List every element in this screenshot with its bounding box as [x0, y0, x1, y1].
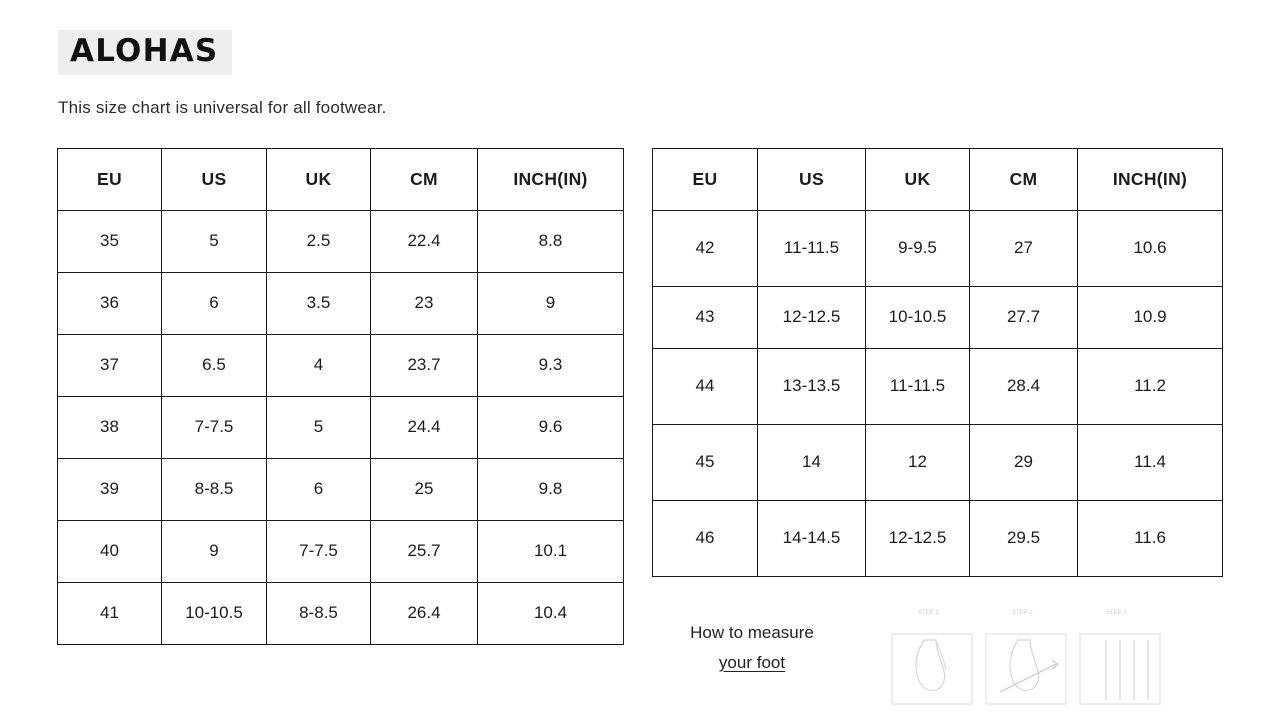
cell-uk: 8-8.5: [267, 583, 371, 645]
cell-inch: 10.6: [1078, 211, 1223, 287]
table-row: [58, 459, 624, 521]
table-row: [58, 521, 624, 583]
cell-eu: 44: [653, 349, 758, 425]
cell-eu: 43: [653, 287, 758, 349]
column-header-us: US: [758, 149, 866, 211]
column-header-us: US: [162, 149, 267, 211]
cell-eu: 46: [653, 501, 758, 577]
cell-cm: 29.5: [970, 501, 1078, 577]
cell-inch: 9.6: [478, 397, 624, 459]
cell-inch: 10.4: [478, 583, 624, 645]
cell-uk: 9-9.5: [866, 211, 970, 287]
cell-inch: 10.9: [1078, 287, 1223, 349]
cell-us: 8-8.5: [162, 459, 267, 521]
how-to-measure-link[interactable]: [652, 618, 852, 678]
cell-inch: 9.8: [478, 459, 624, 521]
cell-inch: 11.6: [1078, 501, 1223, 577]
cell-uk: 6: [267, 459, 371, 521]
column-header-eu: EU: [58, 149, 162, 211]
cell-us: 6.5: [162, 335, 267, 397]
cell-cm: 23: [371, 273, 478, 335]
cell-eu: 40: [58, 521, 162, 583]
cell-uk: 4: [267, 335, 371, 397]
cell-eu: 45: [653, 425, 758, 501]
table-header-row: [58, 149, 624, 211]
table-row: [653, 211, 1223, 287]
table-row: [653, 501, 1223, 577]
cell-uk: 12: [866, 425, 970, 501]
cell-us: 9: [162, 521, 267, 583]
cell-uk: 5: [267, 397, 371, 459]
cell-us: 10-10.5: [162, 583, 267, 645]
table-row: [58, 211, 624, 273]
column-header-eu: EU: [653, 149, 758, 211]
cell-uk: 7-7.5: [267, 521, 371, 583]
cell-eu: 37: [58, 335, 162, 397]
table-row: [58, 273, 624, 335]
cell-cm: 28.4: [970, 349, 1078, 425]
cell-us: 13-13.5: [758, 349, 866, 425]
column-header-inch: INCH(IN): [1078, 149, 1223, 211]
measure-steps-illustration: [880, 600, 1220, 710]
cell-inch: 8.8: [478, 211, 624, 273]
svg-text:STEP 2: STEP 2: [1012, 610, 1033, 616]
page-subtitle: This size chart is universal for all footwear.: [58, 98, 387, 117]
cell-inch: 9: [478, 273, 624, 335]
cell-eu: 36: [58, 273, 162, 335]
how-to-measure-line2: your foot: [718, 652, 786, 672]
cell-eu: 39: [58, 459, 162, 521]
how-to-measure-line1: How to measure: [690, 623, 814, 642]
column-header-uk: UK: [267, 149, 371, 211]
column-header-uk: UK: [866, 149, 970, 211]
cell-cm: 23.7: [371, 335, 478, 397]
svg-text:STEP 1: STEP 1: [918, 610, 939, 616]
cell-eu: 41: [58, 583, 162, 645]
brand-name: ALOHAS: [70, 33, 219, 69]
cell-cm: 25.7: [371, 521, 478, 583]
cell-cm: 27: [970, 211, 1078, 287]
size-table-right: [652, 148, 1223, 577]
column-header-cm: CM: [970, 149, 1078, 211]
cell-cm: 24.4: [371, 397, 478, 459]
cell-us: 5: [162, 211, 267, 273]
cell-eu: 38: [58, 397, 162, 459]
cell-uk: 3.5: [267, 273, 371, 335]
column-header-inch: INCH(IN): [478, 149, 624, 211]
cell-cm: 22.4: [371, 211, 478, 273]
cell-uk: 10-10.5: [866, 287, 970, 349]
brand-logo: [58, 30, 232, 75]
cell-cm: 29: [970, 425, 1078, 501]
cell-us: 7-7.5: [162, 397, 267, 459]
table-row: [653, 287, 1223, 349]
cell-cm: 25: [371, 459, 478, 521]
cell-cm: 27.7: [970, 287, 1078, 349]
table-header-row: [653, 149, 1223, 211]
cell-inch: 11.2: [1078, 349, 1223, 425]
svg-text:STEP 3: STEP 3: [1106, 610, 1127, 616]
cell-uk: 2.5: [267, 211, 371, 273]
step-1-illustration: [892, 610, 972, 704]
cell-cm: 26.4: [371, 583, 478, 645]
cell-uk: 12-12.5: [866, 501, 970, 577]
table-row: [653, 425, 1223, 501]
step-2-illustration: [986, 610, 1066, 704]
table-row: [58, 397, 624, 459]
cell-inch: 11.4: [1078, 425, 1223, 501]
step-3-illustration: [1080, 610, 1160, 704]
table-row: [653, 349, 1223, 425]
cell-uk: 11-11.5: [866, 349, 970, 425]
cell-us: 12-12.5: [758, 287, 866, 349]
table-row: [58, 335, 624, 397]
cell-eu: 35: [58, 211, 162, 273]
size-table-left: [57, 148, 624, 645]
cell-inch: 10.1: [478, 521, 624, 583]
cell-eu: 42: [653, 211, 758, 287]
cell-us: 14: [758, 425, 866, 501]
cell-us: 14-14.5: [758, 501, 866, 577]
cell-us: 11-11.5: [758, 211, 866, 287]
table-row: [58, 583, 624, 645]
column-header-cm: CM: [371, 149, 478, 211]
cell-us: 6: [162, 273, 267, 335]
cell-inch: 9.3: [478, 335, 624, 397]
